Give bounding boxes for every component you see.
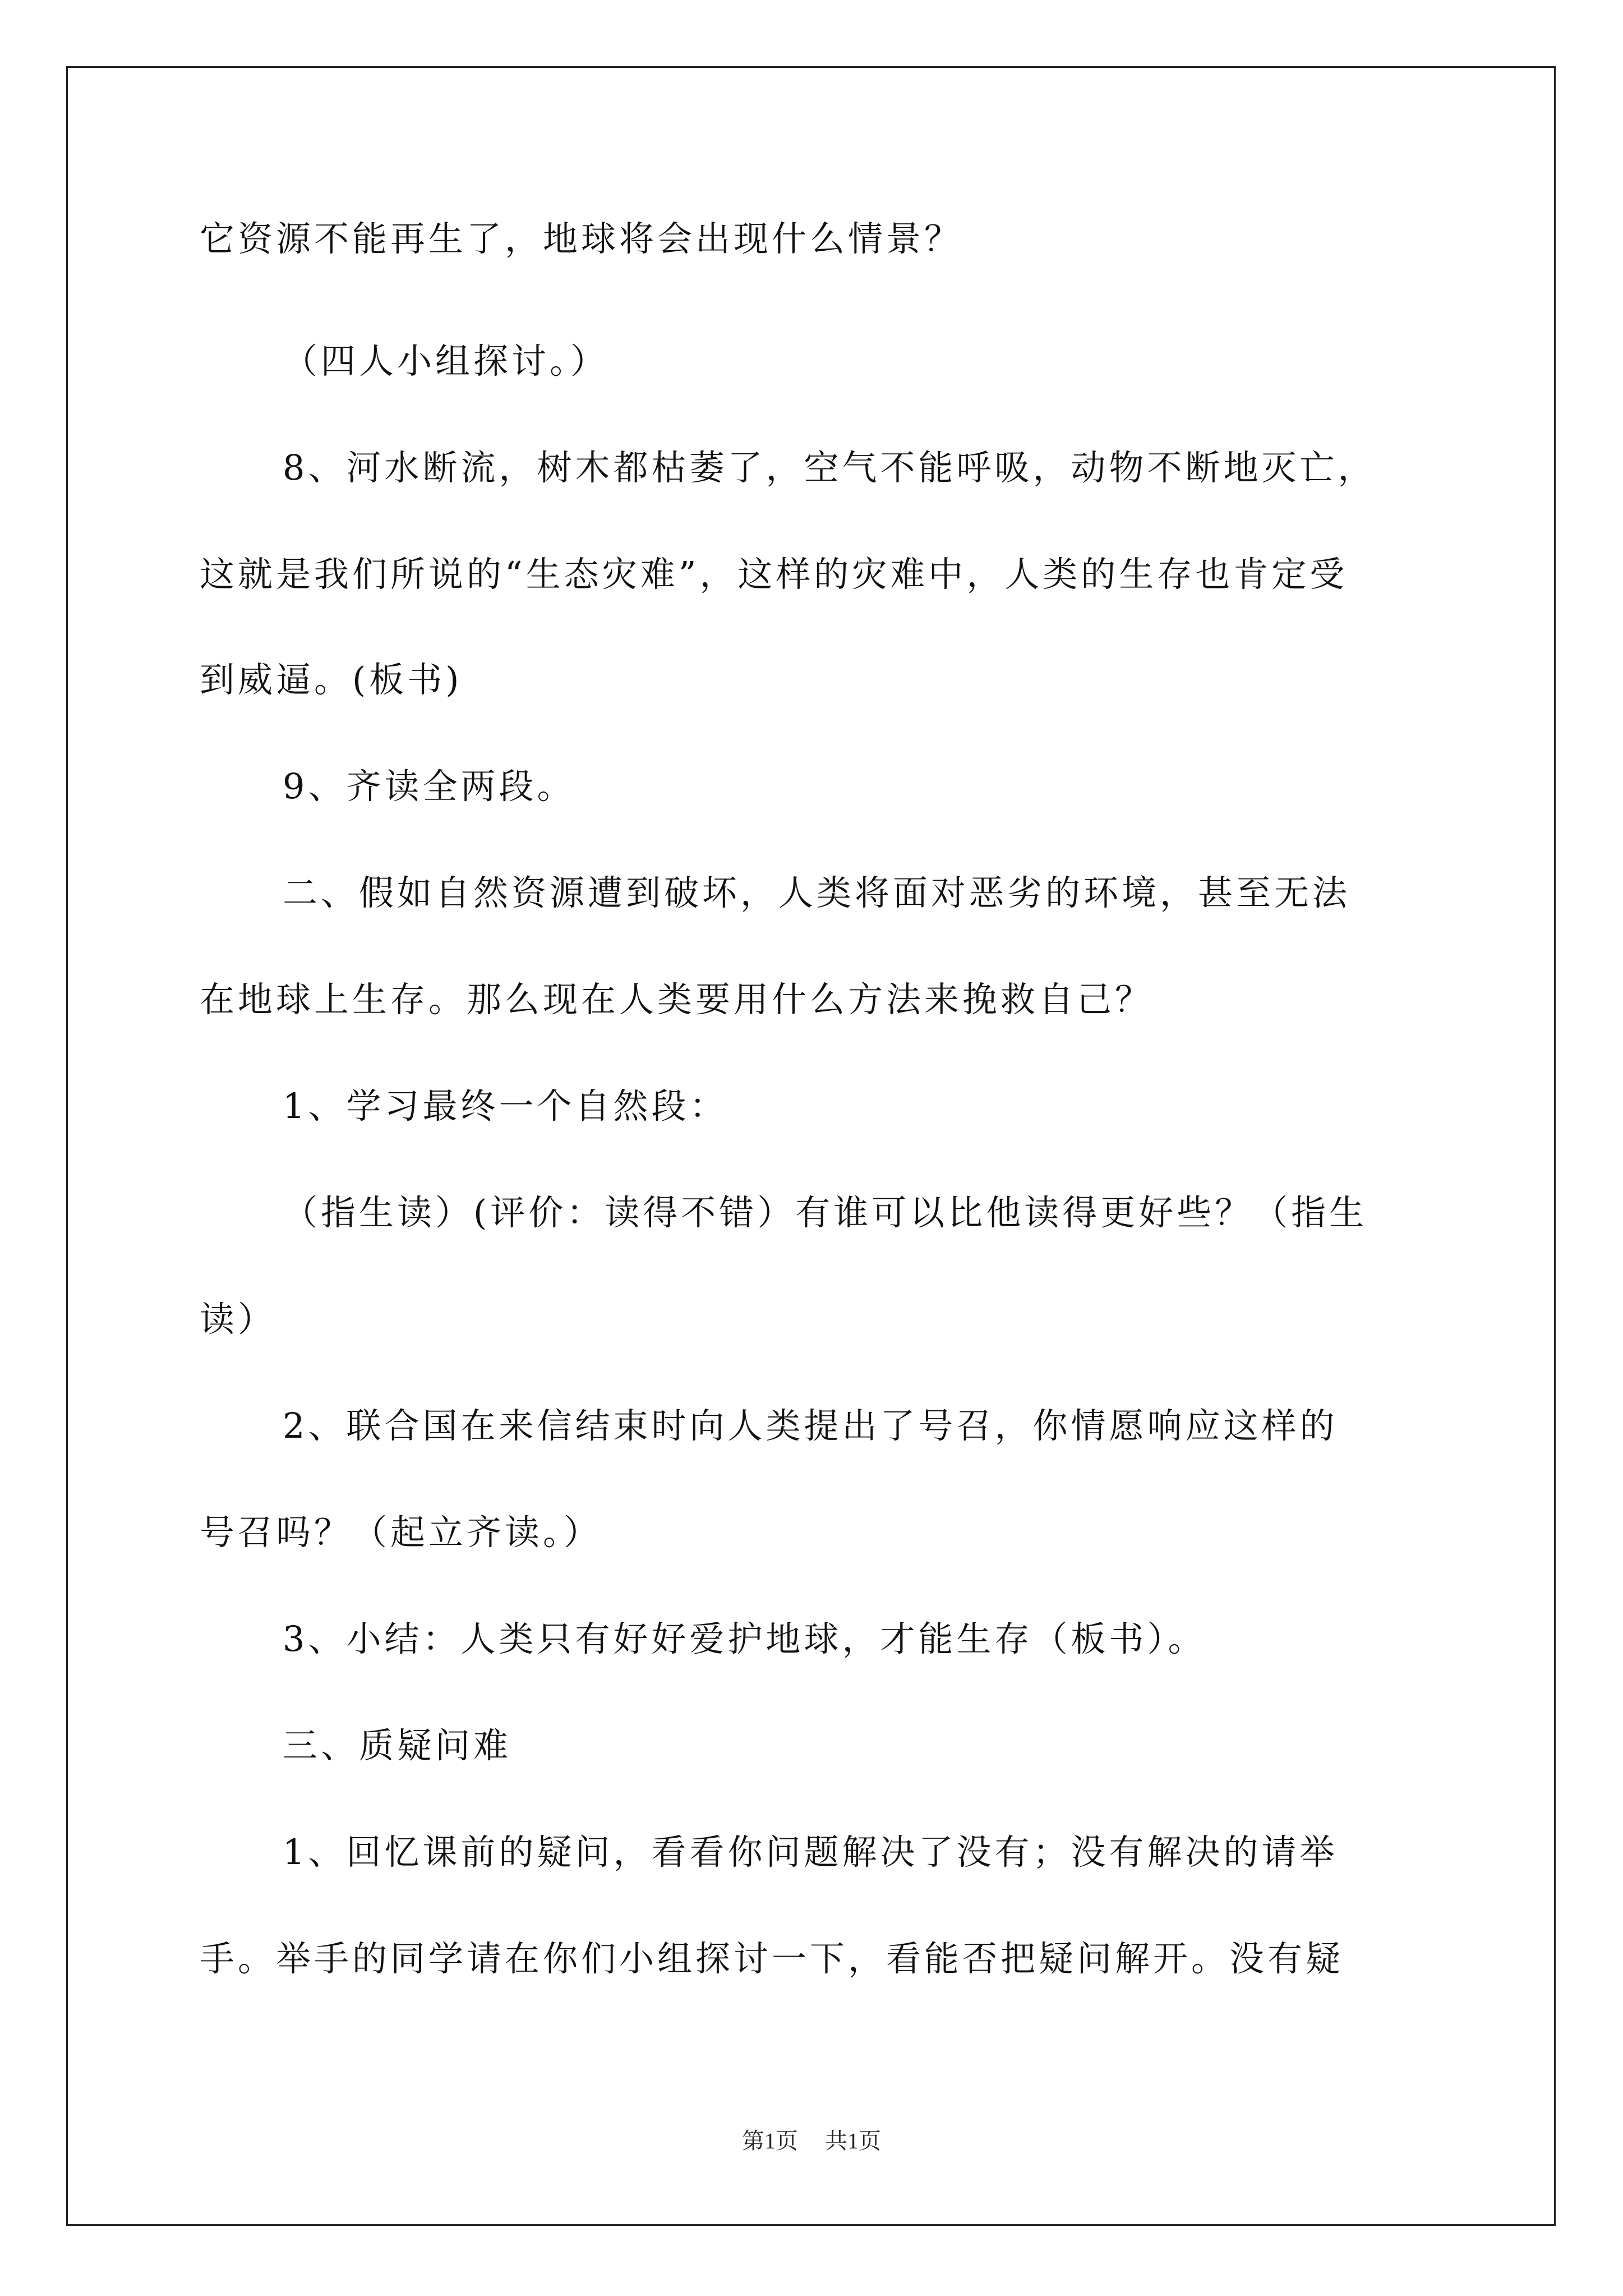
text-line: 它资源不能再生了，地球将会出现什么情景？ bbox=[200, 218, 963, 259]
text-line: 号召吗？（起立齐读。） bbox=[200, 1512, 602, 1553]
total-pages: 共1页 bbox=[825, 2128, 881, 2154]
text-line: （四人小组探讨。） bbox=[283, 341, 609, 381]
text-line: 在地球上生存。那么现在人类要用什么方法来挽救自己？ bbox=[200, 979, 1154, 1020]
text-line: 1、回忆课前的疑问，看看你问题解决了没有；没有解决的请举 bbox=[283, 1832, 1338, 1872]
text-line: 三、质疑问难 bbox=[283, 1725, 512, 1766]
text-line: 二、假如自然资源遭到破坏，人类将面对恶劣的环境，甚至无法 bbox=[283, 872, 1351, 913]
page-footer bbox=[0, 2129, 1623, 2154]
text-line: 到威逼。(板书) bbox=[200, 659, 463, 700]
text-line: 8、河水断流，树木都枯萎了，空气不能呼吸，动物不断地灭亡， bbox=[283, 447, 1376, 488]
text-line: 1、学习最终一个自然段： bbox=[283, 1085, 728, 1126]
text-line: 这就是我们所说的“生态灾难”，这样的灾难中，人类的生存也肯定受 bbox=[200, 554, 1348, 595]
text-line: 3、小结：人类只有好好爱护地球，才能生存（板书）。 bbox=[283, 1618, 1206, 1659]
text-line: 手。举手的同学请在你们小组探讨一下，看能否把疑问解开。没有疑 bbox=[200, 1938, 1344, 1979]
text-line: 读） bbox=[200, 1299, 276, 1340]
text-line: 9、齐读全两段。 bbox=[283, 766, 575, 807]
text-line: 2、联合国在来信结束时向人类提出了号召，你情愿响应这样的 bbox=[283, 1405, 1338, 1446]
page-number: 第1页 bbox=[742, 2128, 798, 2154]
page-border bbox=[66, 66, 1556, 2226]
text-line: （指生读）(评价：读得不错）有谁可以比他读得更好些？（指生 bbox=[283, 1192, 1368, 1233]
